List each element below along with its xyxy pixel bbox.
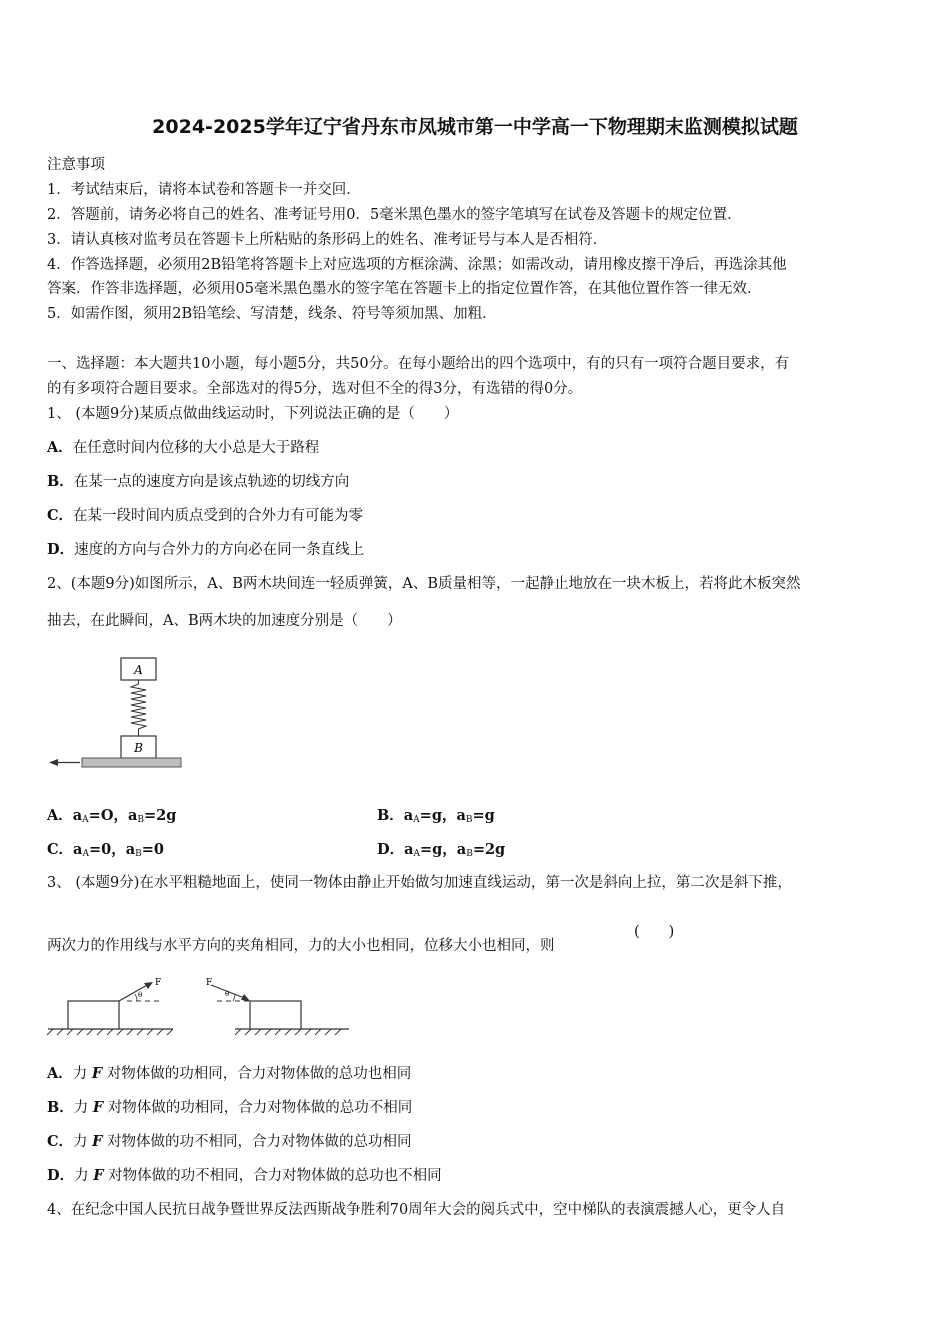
angle-label: θ <box>225 990 230 998</box>
option-text: 力 <box>73 1100 89 1116</box>
acc-symbol: a <box>72 807 83 824</box>
force-symbol: F <box>93 1167 104 1184</box>
notice-item: 答案．作答非选择题，必须用05毫米黑色墨水的签字笔在答题卡上的指定位置作答，在其他位置作答一律无效． <box>47 281 762 297</box>
option-text: 力 <box>72 1066 88 1082</box>
subscript: B <box>137 815 144 825</box>
option-label: B． <box>47 473 74 490</box>
spring-blocks-figure <box>45 652 190 772</box>
q1-option-b <box>47 470 349 491</box>
subscript: A <box>82 815 89 825</box>
notice-item: 2．答题前，请务必将自己的姓名、准考证号用0．5毫米黑色墨水的签字笔填写在试卷及答题卡的规定位置． <box>47 207 742 223</box>
q2-option-a <box>47 804 176 825</box>
q2-option-d <box>377 838 505 859</box>
acc-value: =2g <box>143 807 177 824</box>
answer-blank: ( ) <box>634 924 675 940</box>
option-text: 对物体做的功相同，合力对物体做的总功不相同 <box>107 1100 413 1116</box>
page-title: 2024-2025学年辽宁省丹东市凤城市第一中学高一下物理期末监测模拟试题 <box>152 116 798 138</box>
acc-symbol: a <box>456 807 466 824</box>
acc-symbol: a <box>127 807 138 824</box>
notice-item: 3．请认真核对监考员在答题卡上所粘贴的条形码上的姓名、准考证号与本人是否相符． <box>47 232 608 248</box>
acc-value: =g <box>472 807 495 824</box>
subscript: B <box>135 849 142 859</box>
block-b-label: B <box>134 741 143 755</box>
q1-option-c <box>47 504 363 525</box>
force-symbol: F <box>91 1065 103 1082</box>
option-label: D． <box>377 841 405 858</box>
acc-symbol: a <box>125 841 136 858</box>
option-label: C． <box>47 841 74 858</box>
q3-option-b <box>47 1096 412 1117</box>
q3-option-d <box>47 1164 442 1185</box>
force-symbol: F <box>92 1099 104 1116</box>
section-instructions: 的有多项符合题目要求。全部选对的得5分，选对但不全的得3分，有选错的得0分。 <box>47 381 583 397</box>
force-arrow-icon <box>241 994 250 1001</box>
option-text: 力 <box>74 1168 89 1184</box>
option-label: B． <box>47 1099 74 1116</box>
question-4-stem: 4、在纪念中国人民抗日战争暨世界反法西斯战争胜利70周年大会的阅兵式中，空中梯队的表演震撼人心，更令人自 <box>47 1202 786 1218</box>
question-1-stem: 1、 (本题9分)某质点做曲线运动时，下列说法正确的是（ ） <box>47 406 459 422</box>
acc-value: =2g <box>472 841 506 858</box>
acc-value: =O， <box>88 807 128 824</box>
question-3-stem: 3、 (本题9分)在水平粗糙地面上，使同一物体由静止开始做匀加速直线运动，第一次是斜向上拉，第二次是斜下推， <box>47 875 792 891</box>
option-label: A． <box>47 439 73 456</box>
option-text: 对物体做的功不相同，合力对物体做的总功也不相同 <box>108 1168 442 1184</box>
acc-value: =0， <box>88 841 126 858</box>
wood-board <box>82 758 181 767</box>
acc-symbol: a <box>404 841 414 858</box>
force-label: F <box>155 978 162 988</box>
option-label: D． <box>47 1167 75 1184</box>
option-label: A． <box>47 1065 73 1082</box>
option-label: B． <box>377 807 404 824</box>
pull-arrow-icon <box>49 759 58 766</box>
ground-hatch <box>47 1029 173 1035</box>
question-2-stem: 2、(本题9分)如图所示，A、B两木块间连一轻质弹簧，A、B质量相等，一起静止地放在一块木板上，若将此木板突然 <box>47 576 801 592</box>
subscript: B <box>465 815 473 825</box>
subscript: A <box>413 815 420 825</box>
option-text: 在某一点的速度方向是该点轨迹的切线方向 <box>73 474 350 490</box>
subscript: A <box>413 849 420 859</box>
push-pull-figure <box>45 972 355 1040</box>
option-text: 力 <box>73 1134 88 1150</box>
acc-symbol: a <box>456 841 467 858</box>
question-2-stem: 抽去，在此瞬间，A、B两木块的加速度分别是（ ） <box>47 613 402 629</box>
section-instructions: 一、选择题：本大题共10小题，每小题5分，共50分。在每小题给出的四个选项中，有的只有一项符合题目要求，有 <box>47 356 790 372</box>
option-text: 对物体做的功相同，合力对物体做的总功也相同 <box>106 1066 412 1082</box>
acc-value: =0 <box>141 841 164 858</box>
q2-option-b <box>377 804 495 825</box>
notice-item: 4．作答选择题，必须用2B铅笔将答题卡上对应选项的方框涂满、涂黑；如需改动，请用橡皮擦干净后，再选涂其他 <box>47 257 787 273</box>
q3-option-c <box>47 1130 412 1151</box>
subscript: B <box>466 849 473 859</box>
spring <box>131 680 146 736</box>
acc-value: =g， <box>419 841 457 858</box>
ground-hatch <box>235 1029 341 1035</box>
question-3-stem: 两次力的作用线与水平方向的夹角相同，力的大小也相同，位移大小也相同，则 <box>47 938 555 954</box>
acc-symbol: a <box>403 807 414 824</box>
notice-heading: 注意事项 <box>47 157 105 173</box>
option-text: 速度的方向与合外力的方向必在同一条直线上 <box>74 542 365 558</box>
acc-value: =g， <box>419 807 457 824</box>
option-text: 对物体做的功不相同，合力对物体做的总功相同 <box>107 1134 412 1150</box>
q2-option-c <box>47 838 164 859</box>
block-pulled <box>68 1001 119 1029</box>
option-label: C． <box>47 507 74 524</box>
force-label: F <box>206 978 213 988</box>
angle-label: θ <box>138 991 143 999</box>
q1-option-a <box>47 436 319 457</box>
option-text: 在任意时间内位移的大小总是大于路程 <box>72 440 320 456</box>
notice-item: 5．如需作图，须用2B铅笔绘、写清楚，线条、符号等须加黑、加粗． <box>47 306 497 322</box>
q3-option-a <box>47 1062 411 1083</box>
q1-option-d <box>47 538 364 559</box>
subscript: A <box>82 849 89 859</box>
option-label: C． <box>47 1133 74 1150</box>
block-a-label: A <box>134 663 143 677</box>
acc-symbol: a <box>73 841 83 858</box>
option-label: D． <box>47 541 75 558</box>
notice-item: 1．考试结束后，请将本试卷和答题卡一并交回． <box>47 182 361 198</box>
option-label: A． <box>47 807 73 824</box>
option-text: 在某一段时间内质点受到的合外力有可能为零 <box>73 508 364 524</box>
block-pushed <box>250 1001 301 1029</box>
force-symbol: F <box>92 1133 103 1150</box>
